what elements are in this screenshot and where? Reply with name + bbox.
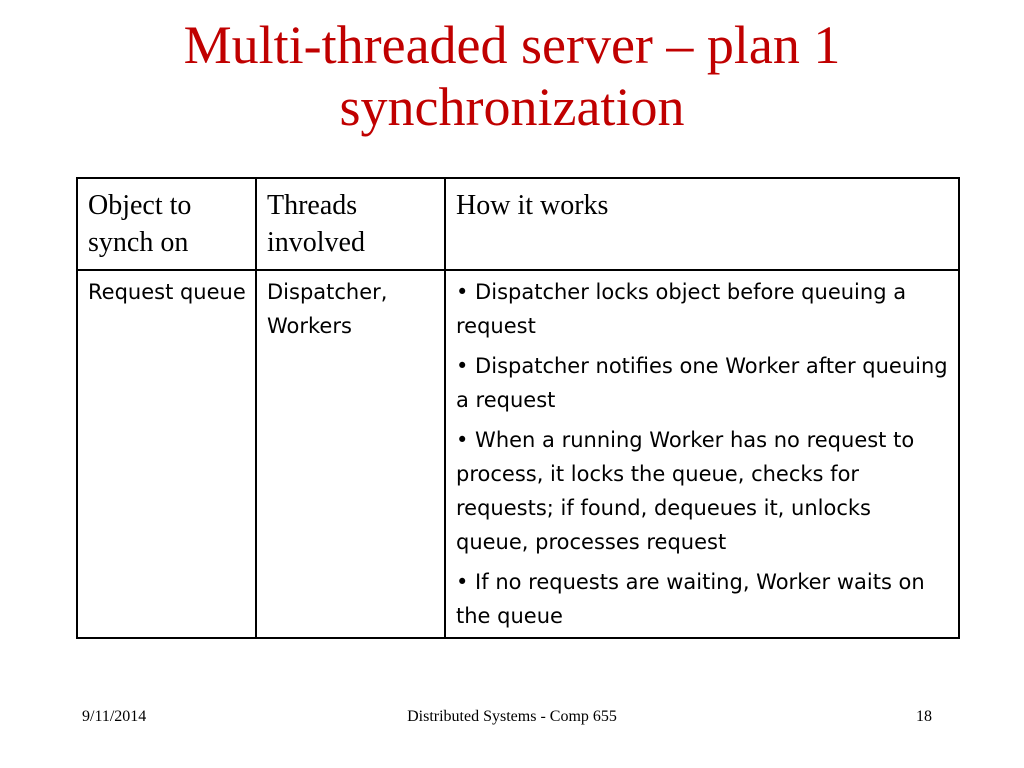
header-object-to-synch-on: Object to synch on <box>77 178 256 270</box>
how-it-works-item: • When a running Worker has no request to process, it locks the queue, checks for requests; if found, dequeues it, unlocks queue, processes request <box>456 428 915 554</box>
header-how-it-works: How it works <box>445 178 959 270</box>
cell-threads: Dispatcher, Workers <box>256 270 445 638</box>
how-it-works-item: • If no requests are waiting, Worker waits on the queue <box>456 570 925 628</box>
how-it-works-item: • Dispatcher locks object before queuing a request <box>456 280 907 338</box>
slide-title <box>40 14 984 138</box>
how-it-works-list <box>456 275 950 633</box>
slide-title-line-1: Multi-threaded server – plan 1 <box>183 15 841 75</box>
table-header-row <box>77 178 959 270</box>
slide-title-line-2: synchronization <box>339 77 685 137</box>
how-it-works-item: • Dispatcher notifies one Worker after queuing a request <box>456 354 948 412</box>
header-threads-involved: Threads involved <box>256 178 445 270</box>
cell-object: Request queue <box>77 270 256 638</box>
synchronization-table <box>76 177 960 639</box>
footer-course-title: Distributed Systems - Comp 655 <box>407 708 617 725</box>
footer-date: 9/11/2014 <box>82 708 147 725</box>
cell-how-it-works <box>445 270 959 638</box>
table-row <box>77 270 959 638</box>
footer-page-number: 18 <box>916 708 932 725</box>
